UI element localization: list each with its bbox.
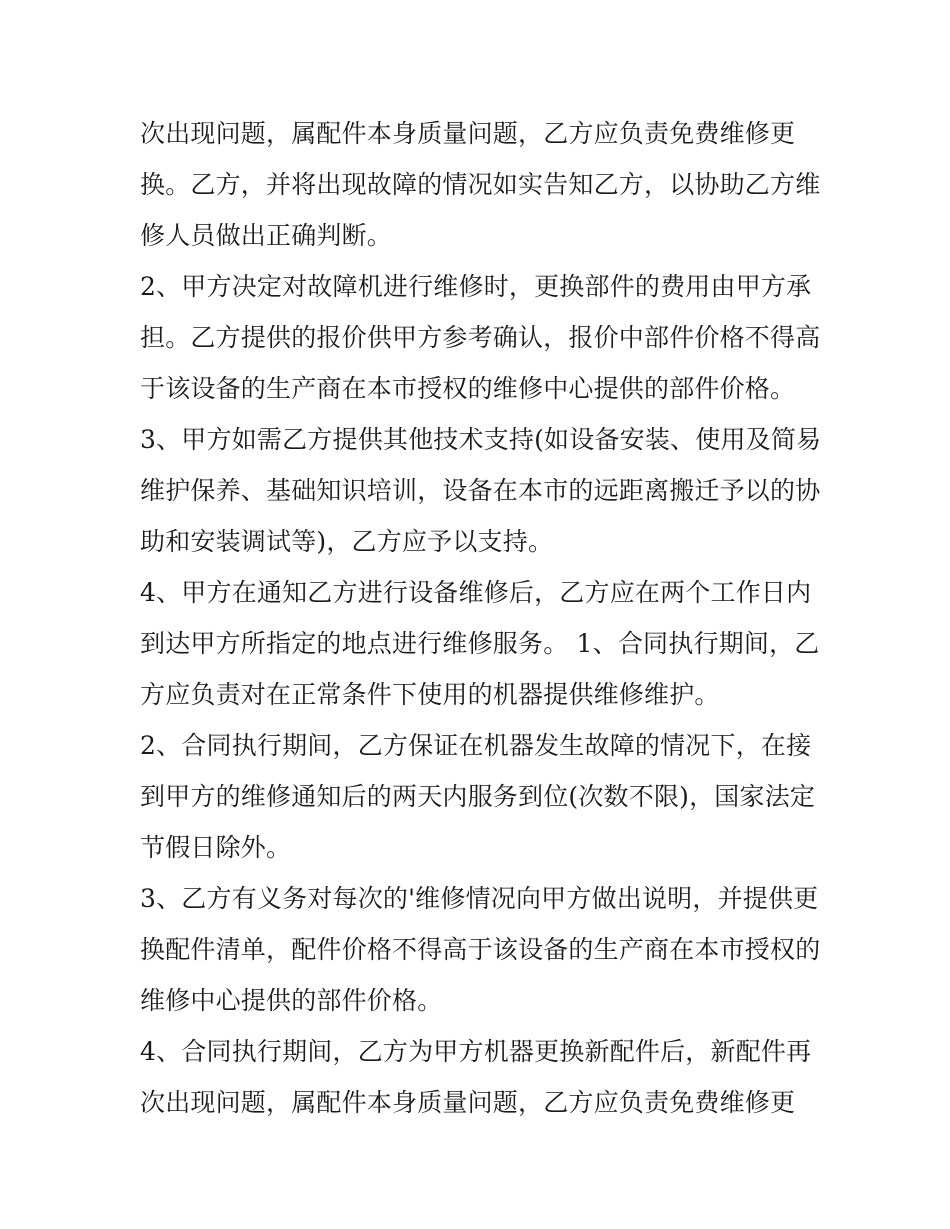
text-line: 4、合同执行期间，乙方为甲方机器更换新配件后，新配件再 <box>140 1037 812 1066</box>
text-line: 2、甲方决定对故障机进行维修时，更换部件的费用由甲方承 <box>140 272 812 301</box>
text-line: 次出现问题，属配件本身质量问题，乙方应负责免费维修更 <box>140 1088 796 1117</box>
text-line: 次出现问题，属配件本身质量问题，乙方应负责免费维修更 <box>140 119 796 148</box>
text-line: 到达甲方所指定的地点进行维修服务。 1、合同执行期间，乙 <box>140 629 820 658</box>
document-body <box>140 108 820 1128</box>
text-line: 助和安装调试等)，乙方应予以支持。 <box>140 527 554 556</box>
text-line: 维护保养、基础知识培训，设备在本市的远距离搬迁予以的协 <box>140 476 821 505</box>
text-line: 方应负责对在正常条件下使用的机器提供维修维护。 <box>140 680 720 709</box>
text-line: 维修中心提供的部件价格。 <box>140 986 443 1015</box>
text-line: 3、乙方有义务对每次的'维修情况向甲方做出说明，并提供更 <box>140 884 819 913</box>
text-line: 于该设备的生产商在本市授权的维修中心提供的部件价格。 <box>140 374 796 403</box>
text-line: 3、甲方如需乙方提供其他技术支持(如设备安装、使用及简易 <box>140 425 822 454</box>
text-line: 节假日除外。 <box>140 833 292 862</box>
text-line: 4、甲方在通知乙方进行设备维修后，乙方应在两个工作日内 <box>140 578 812 607</box>
text-line: 换配件清单，配件价格不得高于该设备的生产商在本市授权的 <box>140 935 821 964</box>
text-line: 2、合同执行期间，乙方保证在机器发生故障的情况下，在接 <box>140 731 812 760</box>
text-line: 修人员做出正确判断。 <box>140 221 393 250</box>
text-line: 到甲方的维修通知后的两天内服务到位(次数不限)，国家法定 <box>140 782 816 811</box>
text-line: 担。乙方提供的报价供甲方参考确认，报价中部件价格不得高 <box>140 323 821 352</box>
text-line: 换。乙方，并将出现故障的情况如实告知乙方，以协助乙方维 <box>140 170 821 199</box>
